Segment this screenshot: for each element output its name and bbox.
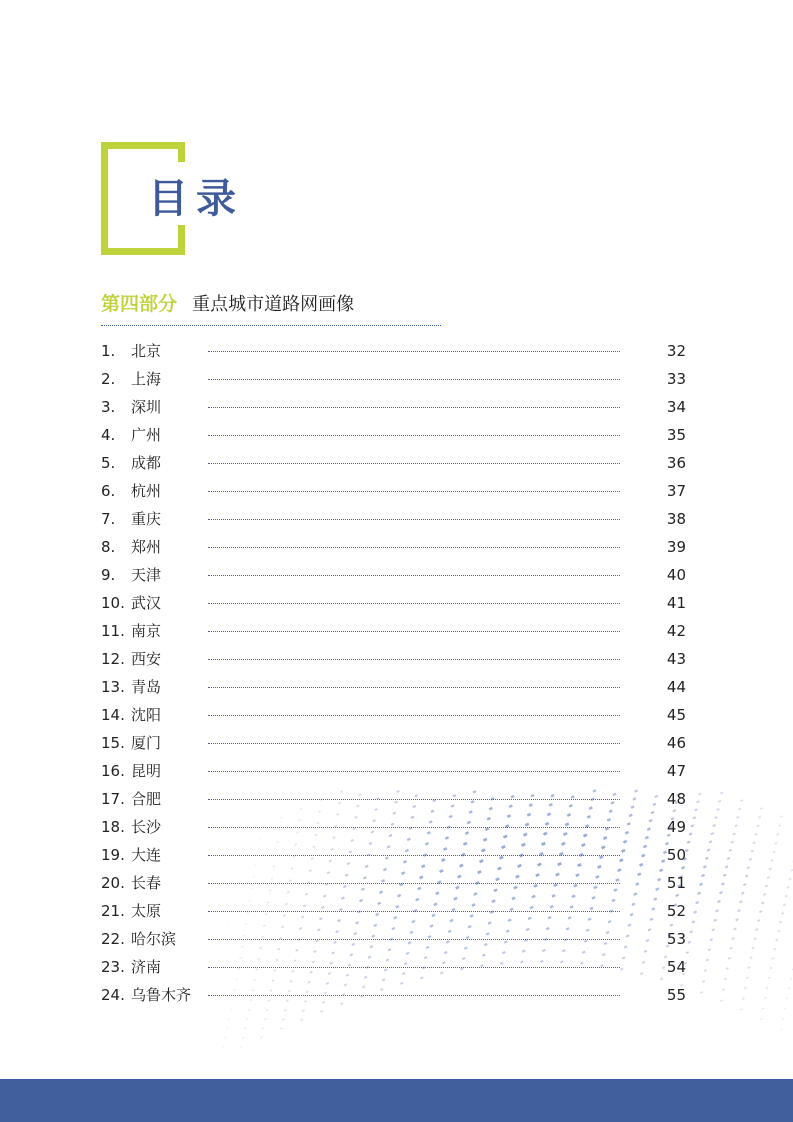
entry-number: 5. <box>101 454 116 472</box>
footer-band <box>0 1079 793 1122</box>
entry-title: 成都 <box>131 454 162 472</box>
entry-page-number: 43 <box>666 650 686 668</box>
entry-number: 20. <box>101 874 125 892</box>
page-title: 目录 <box>148 176 244 222</box>
entry-number: 14. <box>101 706 125 724</box>
entry-page-number: 49 <box>666 818 686 836</box>
toc-entry[interactable] <box>101 701 691 729</box>
entry-page-number: 41 <box>666 594 686 612</box>
dot-leader <box>208 771 620 772</box>
entry-title: 广州 <box>131 426 162 444</box>
entry-title: 西安 <box>131 650 162 668</box>
toc-entry[interactable] <box>101 869 691 897</box>
entry-page-number: 44 <box>666 678 686 696</box>
dot-leader <box>208 603 620 604</box>
entry-number: 18. <box>101 818 125 836</box>
toc-entry[interactable] <box>101 785 691 813</box>
dot-leader <box>208 967 620 968</box>
entry-page-number: 48 <box>666 790 686 808</box>
entry-number: 3. <box>101 398 116 416</box>
entry-title: 沈阳 <box>131 706 162 724</box>
entry-title: 大连 <box>131 846 162 864</box>
entry-title: 深圳 <box>131 398 162 416</box>
toc-entry[interactable] <box>101 561 691 589</box>
entry-number: 4. <box>101 426 116 444</box>
section-divider <box>101 325 441 326</box>
entry-page-number: 34 <box>666 398 686 416</box>
section-label: 第四部分 <box>101 293 178 315</box>
dot-leader <box>208 407 620 408</box>
entry-title: 昆明 <box>131 762 162 780</box>
dot-leader <box>208 799 620 800</box>
toc-entry[interactable] <box>101 981 691 1009</box>
toc-entry[interactable] <box>101 617 691 645</box>
entry-number: 1. <box>101 342 116 360</box>
entry-number: 8. <box>101 538 116 556</box>
dot-leader <box>208 715 620 716</box>
toc-entry[interactable] <box>101 477 691 505</box>
dot-leader <box>208 631 620 632</box>
entry-page-number: 47 <box>666 762 686 780</box>
entry-title: 长沙 <box>131 818 162 836</box>
entry-page-number: 32 <box>666 342 686 360</box>
entry-page-number: 40 <box>666 566 686 584</box>
entry-number: 24. <box>101 986 125 1004</box>
dot-leader <box>208 379 620 380</box>
section-name: 重点城市道路网画像 <box>192 294 355 315</box>
entry-number: 19. <box>101 846 125 864</box>
entry-page-number: 36 <box>666 454 686 472</box>
entry-title: 天津 <box>131 566 162 584</box>
toc-entry[interactable] <box>101 673 691 701</box>
toc-entry[interactable] <box>101 337 691 365</box>
entry-title: 上海 <box>131 370 162 388</box>
entry-number: 21. <box>101 902 125 920</box>
toc-entry[interactable] <box>101 813 691 841</box>
entry-page-number: 50 <box>666 846 686 864</box>
dot-leader <box>208 743 620 744</box>
entry-title: 合肥 <box>131 790 162 808</box>
dot-leader <box>208 855 620 856</box>
dot-leader <box>208 911 620 912</box>
entry-title: 太原 <box>131 902 162 920</box>
entry-page-number: 33 <box>666 370 686 388</box>
entry-page-number: 45 <box>666 706 686 724</box>
entry-title: 南京 <box>131 622 162 640</box>
dot-leader <box>208 435 620 436</box>
entry-title: 乌鲁木齐 <box>131 986 192 1004</box>
entry-number: 7. <box>101 510 116 528</box>
entry-page-number: 38 <box>666 510 686 528</box>
entry-title: 武汉 <box>131 594 162 612</box>
entry-page-number: 39 <box>666 538 686 556</box>
dot-leader <box>208 827 620 828</box>
toc-entry[interactable] <box>101 757 691 785</box>
section-heading <box>101 290 354 318</box>
entry-number: 10. <box>101 594 125 612</box>
entry-title: 济南 <box>131 958 162 976</box>
toc-entry[interactable] <box>101 449 691 477</box>
dot-leader <box>208 939 620 940</box>
entry-page-number: 54 <box>666 958 686 976</box>
toc-entry[interactable] <box>101 533 691 561</box>
entry-number: 12. <box>101 650 125 668</box>
entry-number: 16. <box>101 762 125 780</box>
entry-title: 长春 <box>131 874 162 892</box>
dot-leader <box>208 575 620 576</box>
dot-leader <box>208 687 620 688</box>
dot-leader <box>208 995 620 996</box>
toc-entry[interactable] <box>101 393 691 421</box>
entry-number: 9. <box>101 566 116 584</box>
toc-entry[interactable] <box>101 421 691 449</box>
toc-entry[interactable] <box>101 841 691 869</box>
entry-title: 青岛 <box>131 678 162 696</box>
dot-leader <box>208 351 620 352</box>
entry-number: 6. <box>101 482 116 500</box>
toc-list <box>101 337 691 1009</box>
dot-leader <box>208 463 620 464</box>
dot-leader <box>208 519 620 520</box>
toc-entry[interactable] <box>101 589 691 617</box>
entry-page-number: 53 <box>666 930 686 948</box>
toc-entry[interactable] <box>101 897 691 925</box>
entry-page-number: 42 <box>666 622 686 640</box>
entry-number: 2. <box>101 370 116 388</box>
entry-title: 重庆 <box>131 510 162 528</box>
dot-leader <box>208 547 620 548</box>
entry-page-number: 55 <box>666 986 686 1004</box>
entry-title: 哈尔滨 <box>131 930 177 948</box>
entry-title: 厦门 <box>131 734 162 752</box>
entry-number: 13. <box>101 678 125 696</box>
entry-page-number: 46 <box>666 734 686 752</box>
entry-page-number: 52 <box>666 902 686 920</box>
entry-title: 杭州 <box>131 482 162 500</box>
toc-entry[interactable] <box>101 505 691 533</box>
dot-leader <box>208 491 620 492</box>
entry-number: 11. <box>101 622 125 640</box>
toc-entry[interactable] <box>101 645 691 673</box>
entry-number: 22. <box>101 930 125 948</box>
entry-title: 郑州 <box>131 538 162 556</box>
entry-page-number: 51 <box>666 874 686 892</box>
toc-entry[interactable] <box>101 365 691 393</box>
entry-number: 23. <box>101 958 125 976</box>
dot-leader <box>208 883 620 884</box>
entry-title: 北京 <box>131 342 162 360</box>
toc-entry[interactable] <box>101 953 691 981</box>
dot-leader <box>208 659 620 660</box>
toc-entry[interactable] <box>101 925 691 953</box>
entry-number: 17. <box>101 790 125 808</box>
entry-page-number: 35 <box>666 426 686 444</box>
entry-page-number: 37 <box>666 482 686 500</box>
entry-number: 15. <box>101 734 125 752</box>
toc-entry[interactable] <box>101 729 691 757</box>
